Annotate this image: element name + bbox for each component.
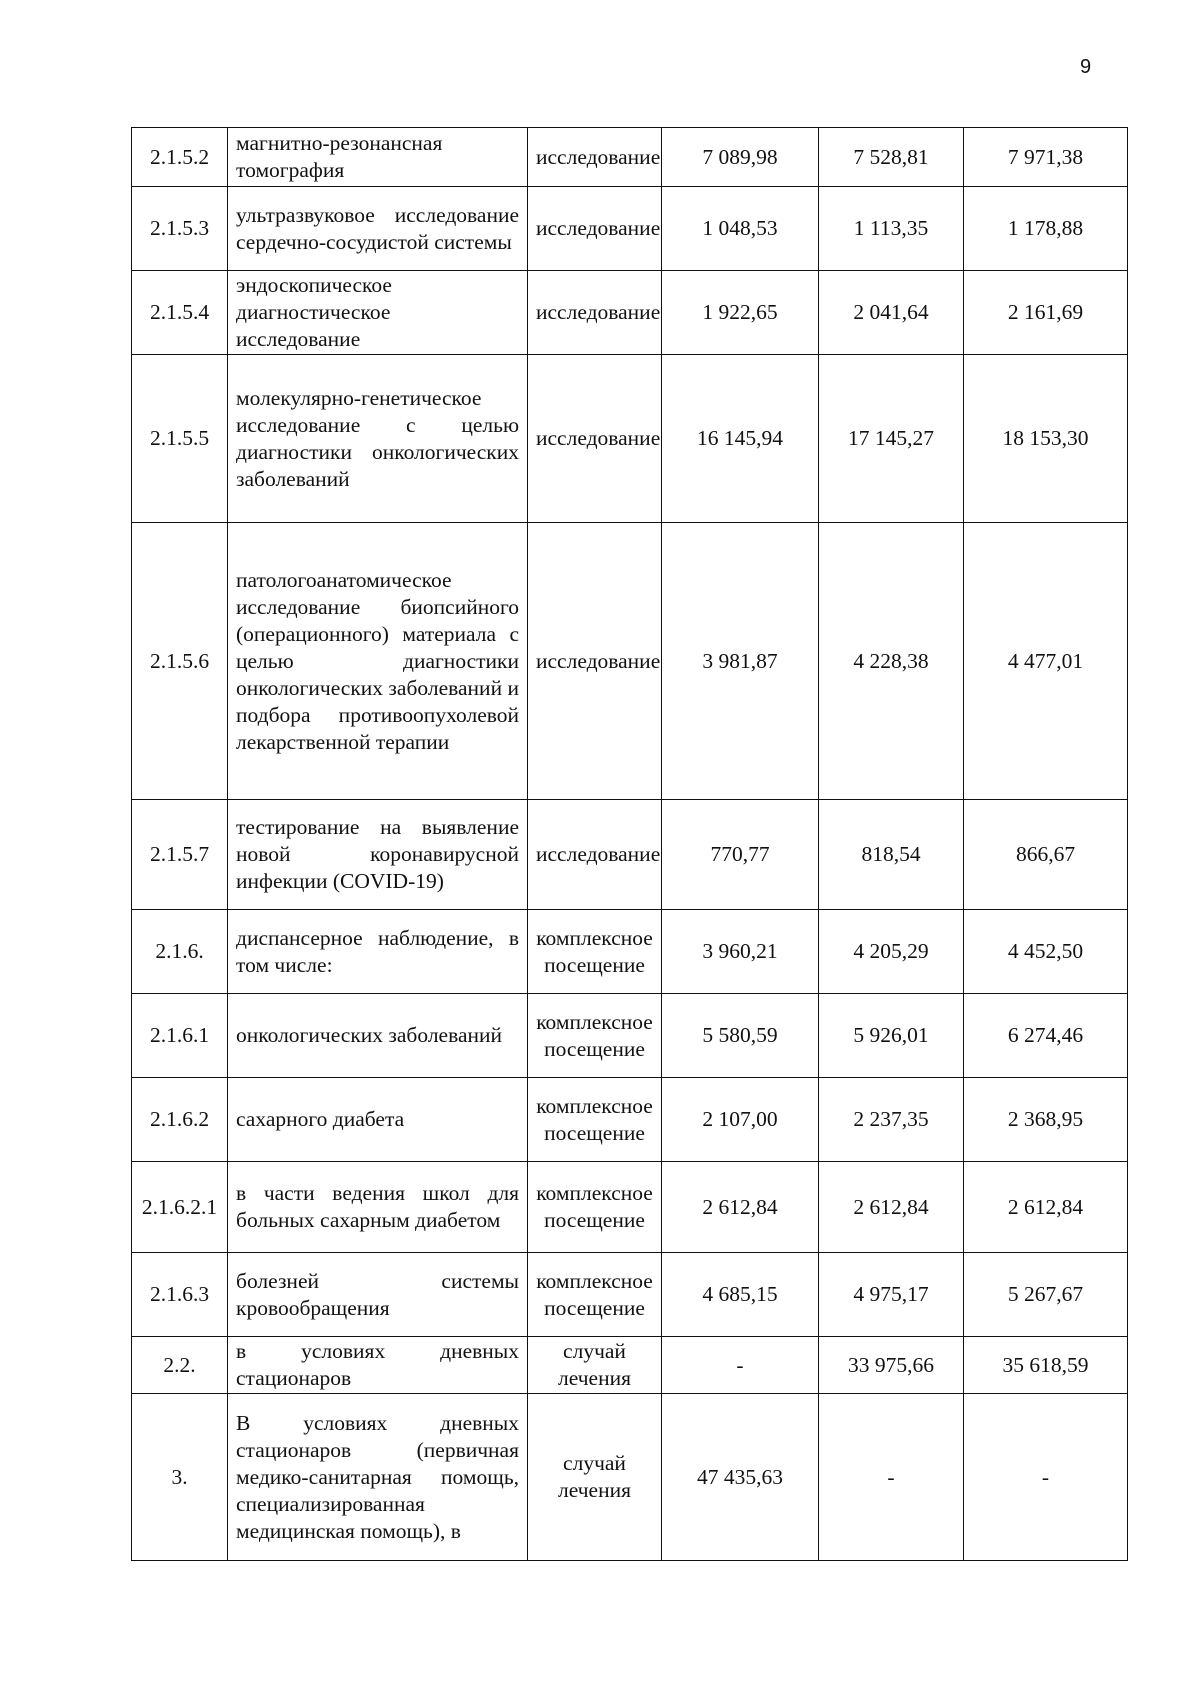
row-name: эндоскопическое диагностическое исследование [228, 271, 528, 355]
row-name: в условиях дневных стационаров [228, 1337, 528, 1394]
table-row [132, 800, 1128, 910]
row-code: 3. [132, 1394, 228, 1561]
row-unit: комплексное посещение [528, 1253, 662, 1337]
row-code: 2.1.5.3 [132, 187, 228, 271]
row-code: 2.1.5.5 [132, 355, 228, 523]
row-value-2: 2 237,35 [819, 1078, 964, 1162]
table-row [132, 1253, 1128, 1337]
page-number: 9 [1080, 56, 1092, 78]
row-value-2: 4 228,38 [819, 523, 964, 800]
row-value-1: 3 960,21 [662, 910, 819, 994]
row-value-3: 7 971,38 [964, 128, 1128, 187]
table-row [132, 1078, 1128, 1162]
row-value-2: 818,54 [819, 800, 964, 910]
row-code: 2.1.5.4 [132, 271, 228, 355]
row-value-3: 5 267,67 [964, 1253, 1128, 1337]
row-value-2: 4 205,29 [819, 910, 964, 994]
row-value-1: 2 107,00 [662, 1078, 819, 1162]
row-code: 2.1.6.2.1 [132, 1162, 228, 1253]
row-value-1: 4 685,15 [662, 1253, 819, 1337]
row-value-3: 6 274,46 [964, 994, 1128, 1078]
row-code: 2.2. [132, 1337, 228, 1394]
row-unit: комплексное посещение [528, 1078, 662, 1162]
row-code: 2.1.5.2 [132, 128, 228, 187]
row-name: ультразвуковое исследование сердечно-сосудистой системы [228, 187, 528, 271]
row-name: онкологических заболеваний [228, 994, 528, 1078]
table-row [132, 994, 1128, 1078]
row-value-3: 866,67 [964, 800, 1128, 910]
row-value-3: - [964, 1394, 1128, 1561]
row-value-1: 770,77 [662, 800, 819, 910]
row-value-2: 33 975,66 [819, 1337, 964, 1394]
row-value-3: 18 153,30 [964, 355, 1128, 523]
row-unit: случай лечения [528, 1394, 662, 1561]
row-code: 2.1.6.2 [132, 1078, 228, 1162]
row-value-3: 1 178,88 [964, 187, 1128, 271]
row-value-1: 47 435,63 [662, 1394, 819, 1561]
row-value-3: 2 612,84 [964, 1162, 1128, 1253]
table-row [132, 187, 1128, 271]
row-code: 2.1.6.1 [132, 994, 228, 1078]
row-value-1: 5 580,59 [662, 994, 819, 1078]
table-row [132, 910, 1128, 994]
row-name: тестирование на выявление новой коронавирусной инфекции (COVID-19) [228, 800, 528, 910]
row-code: 2.1.5.6 [132, 523, 228, 800]
row-name: болезней системы кровообращения [228, 1253, 528, 1337]
row-value-3: 2 161,69 [964, 271, 1128, 355]
row-value-1: 3 981,87 [662, 523, 819, 800]
row-value-2: 5 926,01 [819, 994, 964, 1078]
row-name: сахарного диабета [228, 1078, 528, 1162]
table-row [132, 355, 1128, 523]
row-name: диспансерное наблюдение, в том числе: [228, 910, 528, 994]
row-value-2: 4 975,17 [819, 1253, 964, 1337]
row-unit: комплексное посещение [528, 1162, 662, 1253]
table-row [132, 1394, 1128, 1561]
row-unit: случай лечения [528, 1337, 662, 1394]
row-unit: исследование [528, 271, 662, 355]
row-value-3: 2 368,95 [964, 1078, 1128, 1162]
table-row [132, 128, 1128, 187]
row-name: патологоанатомическое исследование биопсийного (операционного) материала с целью диагностики онкологических заболеваний и подбора противоопухолевой лекарственной терапии [228, 523, 528, 800]
row-value-2: - [819, 1394, 964, 1561]
row-name: В условиях дневных стационаров (первичная медико-санитарная помощь, специализированная медицинская помощь), в [228, 1394, 528, 1561]
table-row [132, 1337, 1128, 1394]
table-row [132, 523, 1128, 800]
tariff-table [131, 127, 1128, 1561]
row-value-1: 1 048,53 [662, 187, 819, 271]
row-unit: комплексное посещение [528, 994, 662, 1078]
row-unit: исследование [528, 187, 662, 271]
row-code: 2.1.6. [132, 910, 228, 994]
row-unit: исследование [528, 128, 662, 187]
row-code: 2.1.5.7 [132, 800, 228, 910]
row-value-3: 35 618,59 [964, 1337, 1128, 1394]
row-value-1: 7 089,98 [662, 128, 819, 187]
row-code: 2.1.6.3 [132, 1253, 228, 1337]
row-value-3: 4 477,01 [964, 523, 1128, 800]
row-value-1: 16 145,94 [662, 355, 819, 523]
row-value-3: 4 452,50 [964, 910, 1128, 994]
row-name: в части ведения школ для больных сахарным диабетом [228, 1162, 528, 1253]
row-value-2: 17 145,27 [819, 355, 964, 523]
row-value-2: 7 528,81 [819, 128, 964, 187]
table-row [132, 1162, 1128, 1253]
row-unit: исследование [528, 523, 662, 800]
row-value-2: 1 113,35 [819, 187, 964, 271]
row-value-2: 2 612,84 [819, 1162, 964, 1253]
row-name: молекулярно-генетическое исследование с целью диагностики онкологических заболеваний [228, 355, 528, 523]
row-unit: комплексное посещение [528, 910, 662, 994]
row-value-1: - [662, 1337, 819, 1394]
row-value-2: 2 041,64 [819, 271, 964, 355]
row-value-1: 1 922,65 [662, 271, 819, 355]
table-row [132, 271, 1128, 355]
row-unit: исследование [528, 355, 662, 523]
row-name: магнитно-резонансная томография [228, 128, 528, 187]
row-unit: исследование [528, 800, 662, 910]
row-value-1: 2 612,84 [662, 1162, 819, 1253]
